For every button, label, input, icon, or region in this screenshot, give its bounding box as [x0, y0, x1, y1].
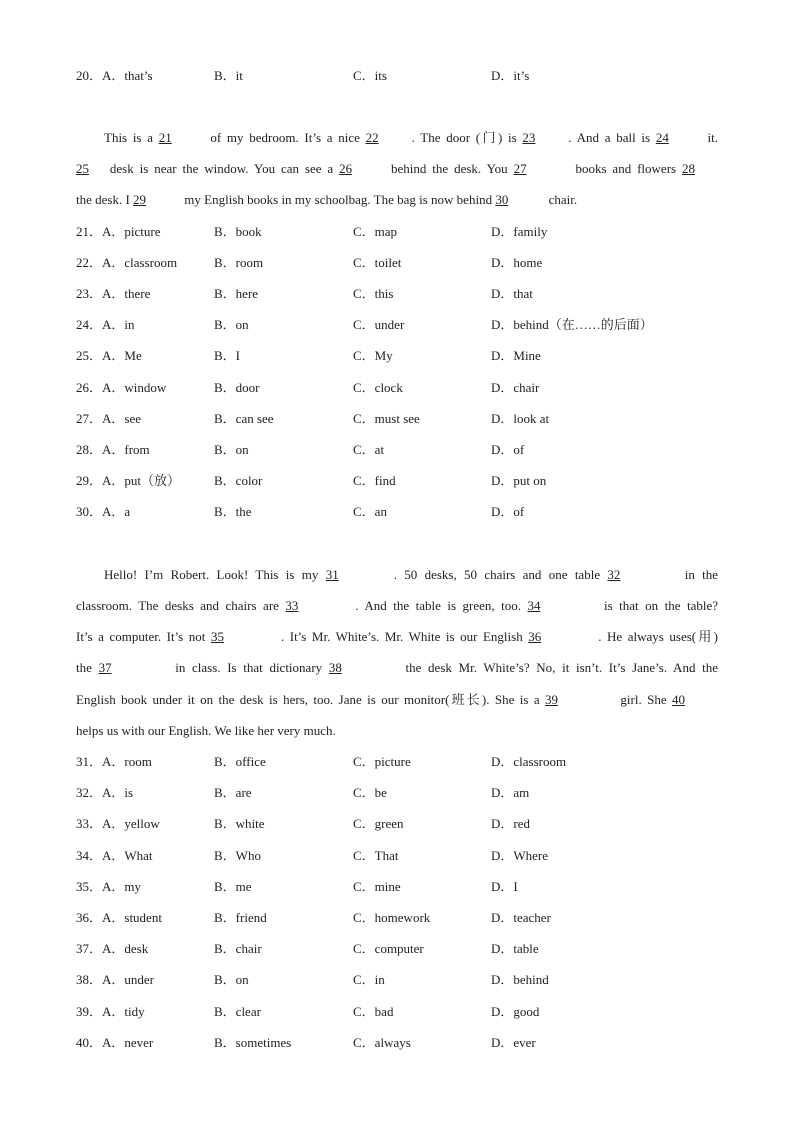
- blank-40: 40: [672, 692, 685, 707]
- option-d: D．good: [491, 1004, 540, 1019]
- option-c: C．picture: [353, 754, 411, 769]
- option-d: D．classroom: [491, 754, 567, 769]
- passage-text: girl. She: [615, 692, 672, 707]
- option-a: 26．A．window: [76, 380, 167, 395]
- option-a: 39．A．tidy: [76, 1004, 145, 1019]
- passage-line: [104, 565, 718, 585]
- blank-30: 30: [495, 192, 509, 207]
- option-d: D．home: [491, 255, 543, 270]
- option-d: D．am: [491, 785, 530, 800]
- option-b: B．are: [214, 785, 252, 800]
- passage-line: [76, 690, 718, 710]
- blank-27: 27: [513, 161, 527, 176]
- option-c: C．be: [353, 785, 387, 800]
- blank-28: 28: [682, 161, 695, 176]
- option-b: B．on: [214, 442, 249, 457]
- option-c: C．green: [353, 816, 404, 831]
- passage-line: [76, 190, 718, 210]
- blank-33: 33: [285, 598, 299, 613]
- option-b: B．here: [214, 286, 259, 301]
- option-d: D．red: [491, 816, 530, 831]
- passage-text: . 50 desks, 50 chairs and one table: [393, 567, 608, 582]
- passage-text: it.: [701, 130, 719, 145]
- passage-text: . The door (门) is: [411, 130, 523, 145]
- passage-line: [76, 159, 718, 179]
- blank-21: 21: [158, 130, 172, 145]
- option-b: B．on: [214, 317, 249, 332]
- option-c: C．bad: [353, 1004, 394, 1019]
- option-a: 35．A．my: [76, 879, 142, 894]
- option-d: D．teacher: [491, 910, 551, 925]
- option-d: D．put on: [491, 473, 547, 488]
- option-d: D．behind: [491, 972, 549, 987]
- option-c: C．always: [353, 1035, 411, 1050]
- passage-text: English book under it on the desk is hers, too. Jane is our monitor(班长). She is a: [76, 692, 545, 707]
- option-b: B．color: [214, 473, 263, 488]
- passage-text: It’s a computer. It’s not: [76, 629, 211, 644]
- option-c: C．at: [353, 442, 385, 457]
- option-a: 20．A．that’s: [76, 68, 153, 83]
- passage-text: . And a ball is: [568, 130, 656, 145]
- option-d: D．it’s: [491, 68, 530, 83]
- option-a: 25．A．Me: [76, 348, 142, 363]
- option-a: 21．A．picture: [76, 224, 161, 239]
- option-b: B．sometimes: [214, 1035, 292, 1050]
- option-a: 27．A．see: [76, 411, 141, 426]
- option-c: C．its: [353, 68, 387, 83]
- option-a: 29．A．put（放）: [76, 473, 181, 488]
- option-b: B．can see: [214, 411, 274, 426]
- passage-text: the: [76, 660, 99, 675]
- option-a: 30．A．a: [76, 504, 131, 519]
- passage-text: . He always uses(用): [598, 629, 719, 644]
- blank-38: 38: [328, 660, 342, 675]
- option-c: C．under: [353, 317, 405, 332]
- option-a: 32．A．is: [76, 785, 134, 800]
- option-c: C．in: [353, 972, 385, 987]
- blank-22: 22: [365, 130, 379, 145]
- passage-text: of my bedroom. It’s a nice: [204, 130, 366, 145]
- blank-29: 29: [133, 192, 147, 207]
- option-b: B．on: [214, 972, 249, 987]
- option-b: B．me: [214, 879, 252, 894]
- blank-37: 37: [98, 660, 112, 675]
- option-c: C．must see: [353, 411, 420, 426]
- option-b: B．room: [214, 255, 264, 270]
- option-a: 33．A．yellow: [76, 816, 160, 831]
- option-a: 40．A．never: [76, 1035, 154, 1050]
- blank-23: 23: [522, 130, 536, 145]
- passage-text: . And the table is green, too.: [355, 598, 528, 613]
- option-d: D．that: [491, 286, 533, 301]
- passage-line: [76, 658, 718, 678]
- passage-text: . It’s Mr. White’s. Mr. White is our English: [280, 629, 529, 644]
- option-a: 37．A．desk: [76, 941, 149, 956]
- blank-25: 25: [76, 161, 89, 176]
- option-b: B．book: [214, 224, 262, 239]
- passage-line: [104, 128, 718, 148]
- passage-text: desk is near the window. You can see a: [104, 161, 340, 176]
- option-a: 38．A．under: [76, 972, 154, 987]
- passage-text: in class. Is that dictionary: [168, 660, 329, 675]
- option-d: D．ever: [491, 1035, 536, 1050]
- option-b: B．it: [214, 68, 243, 83]
- option-b: B．door: [214, 380, 260, 395]
- blank-26: 26: [339, 161, 353, 176]
- option-c: C．toilet: [353, 255, 402, 270]
- option-d: D．chair: [491, 380, 540, 395]
- passage-text: is that on the table?: [597, 598, 718, 613]
- option-d: D．family: [491, 224, 548, 239]
- option-c: C．clock: [353, 380, 403, 395]
- passage-line: [76, 721, 718, 741]
- option-b: B．Who: [214, 848, 261, 863]
- option-b: B．office: [214, 754, 266, 769]
- option-c: C．this: [353, 286, 394, 301]
- passage-text: classroom. The desks and chairs are: [76, 598, 286, 613]
- passage-text: the desk. I: [76, 192, 134, 207]
- option-b: B．chair: [214, 941, 262, 956]
- passage-text: behind the desk. You: [385, 161, 514, 176]
- passage-text: Hello! I’m Robert. Look! This is my: [104, 567, 326, 582]
- option-b: B．white: [214, 816, 265, 831]
- passage-text: in the: [677, 567, 719, 582]
- option-c: C．find: [353, 473, 396, 488]
- option-a: 24．A．in: [76, 317, 135, 332]
- passage-line: [76, 596, 718, 616]
- blank-31: 31: [325, 567, 339, 582]
- blank-34: 34: [527, 598, 541, 613]
- blank-24: 24: [655, 130, 669, 145]
- option-c: C．My: [353, 348, 393, 363]
- option-d: D．Where: [491, 848, 549, 863]
- passage-text: This is a: [104, 130, 159, 145]
- option-a: 28．A．from: [76, 442, 150, 457]
- option-d: D．of: [491, 504, 525, 519]
- passage-text: my English books in my schoolbag. The bag is now behind: [181, 192, 496, 207]
- blank-32: 32: [607, 567, 621, 582]
- blank-39: 39: [545, 692, 558, 707]
- option-c: C．an: [353, 504, 387, 519]
- option-d: D．of: [491, 442, 525, 457]
- option-a: 36．A．student: [76, 910, 162, 925]
- option-b: B．clear: [214, 1004, 261, 1019]
- option-c: C．map: [353, 224, 398, 239]
- option-a: 34．A．What: [76, 848, 153, 863]
- option-d: D．behind（在……的后面）: [491, 317, 653, 332]
- passage-text: helps us with our English. We like her very much.: [76, 723, 336, 738]
- blank-35: 35: [210, 629, 224, 644]
- passage-text: the desk Mr. White’s? No, it isn’t. It’s Jane’s. And the: [398, 660, 719, 675]
- passage-text: books and flowers: [569, 161, 682, 176]
- option-d: D．I: [491, 879, 518, 894]
- option-c: C．computer: [353, 941, 424, 956]
- blank-36: 36: [528, 629, 542, 644]
- option-a: 22．A．classroom: [76, 255, 178, 270]
- option-d: D．Mine: [491, 348, 541, 363]
- option-c: C．That: [353, 848, 399, 863]
- option-b: B．I: [214, 348, 241, 363]
- option-a: 31．A．room: [76, 754, 152, 769]
- option-b: B．the: [214, 504, 252, 519]
- option-b: B．friend: [214, 910, 267, 925]
- option-d: D．table: [491, 941, 539, 956]
- option-a: 23．A．there: [76, 286, 151, 301]
- passage-line: [76, 627, 718, 647]
- passage-text: chair.: [545, 192, 578, 207]
- option-d: D．look at: [491, 411, 550, 426]
- option-c: C．homework: [353, 910, 431, 925]
- option-c: C．mine: [353, 879, 401, 894]
